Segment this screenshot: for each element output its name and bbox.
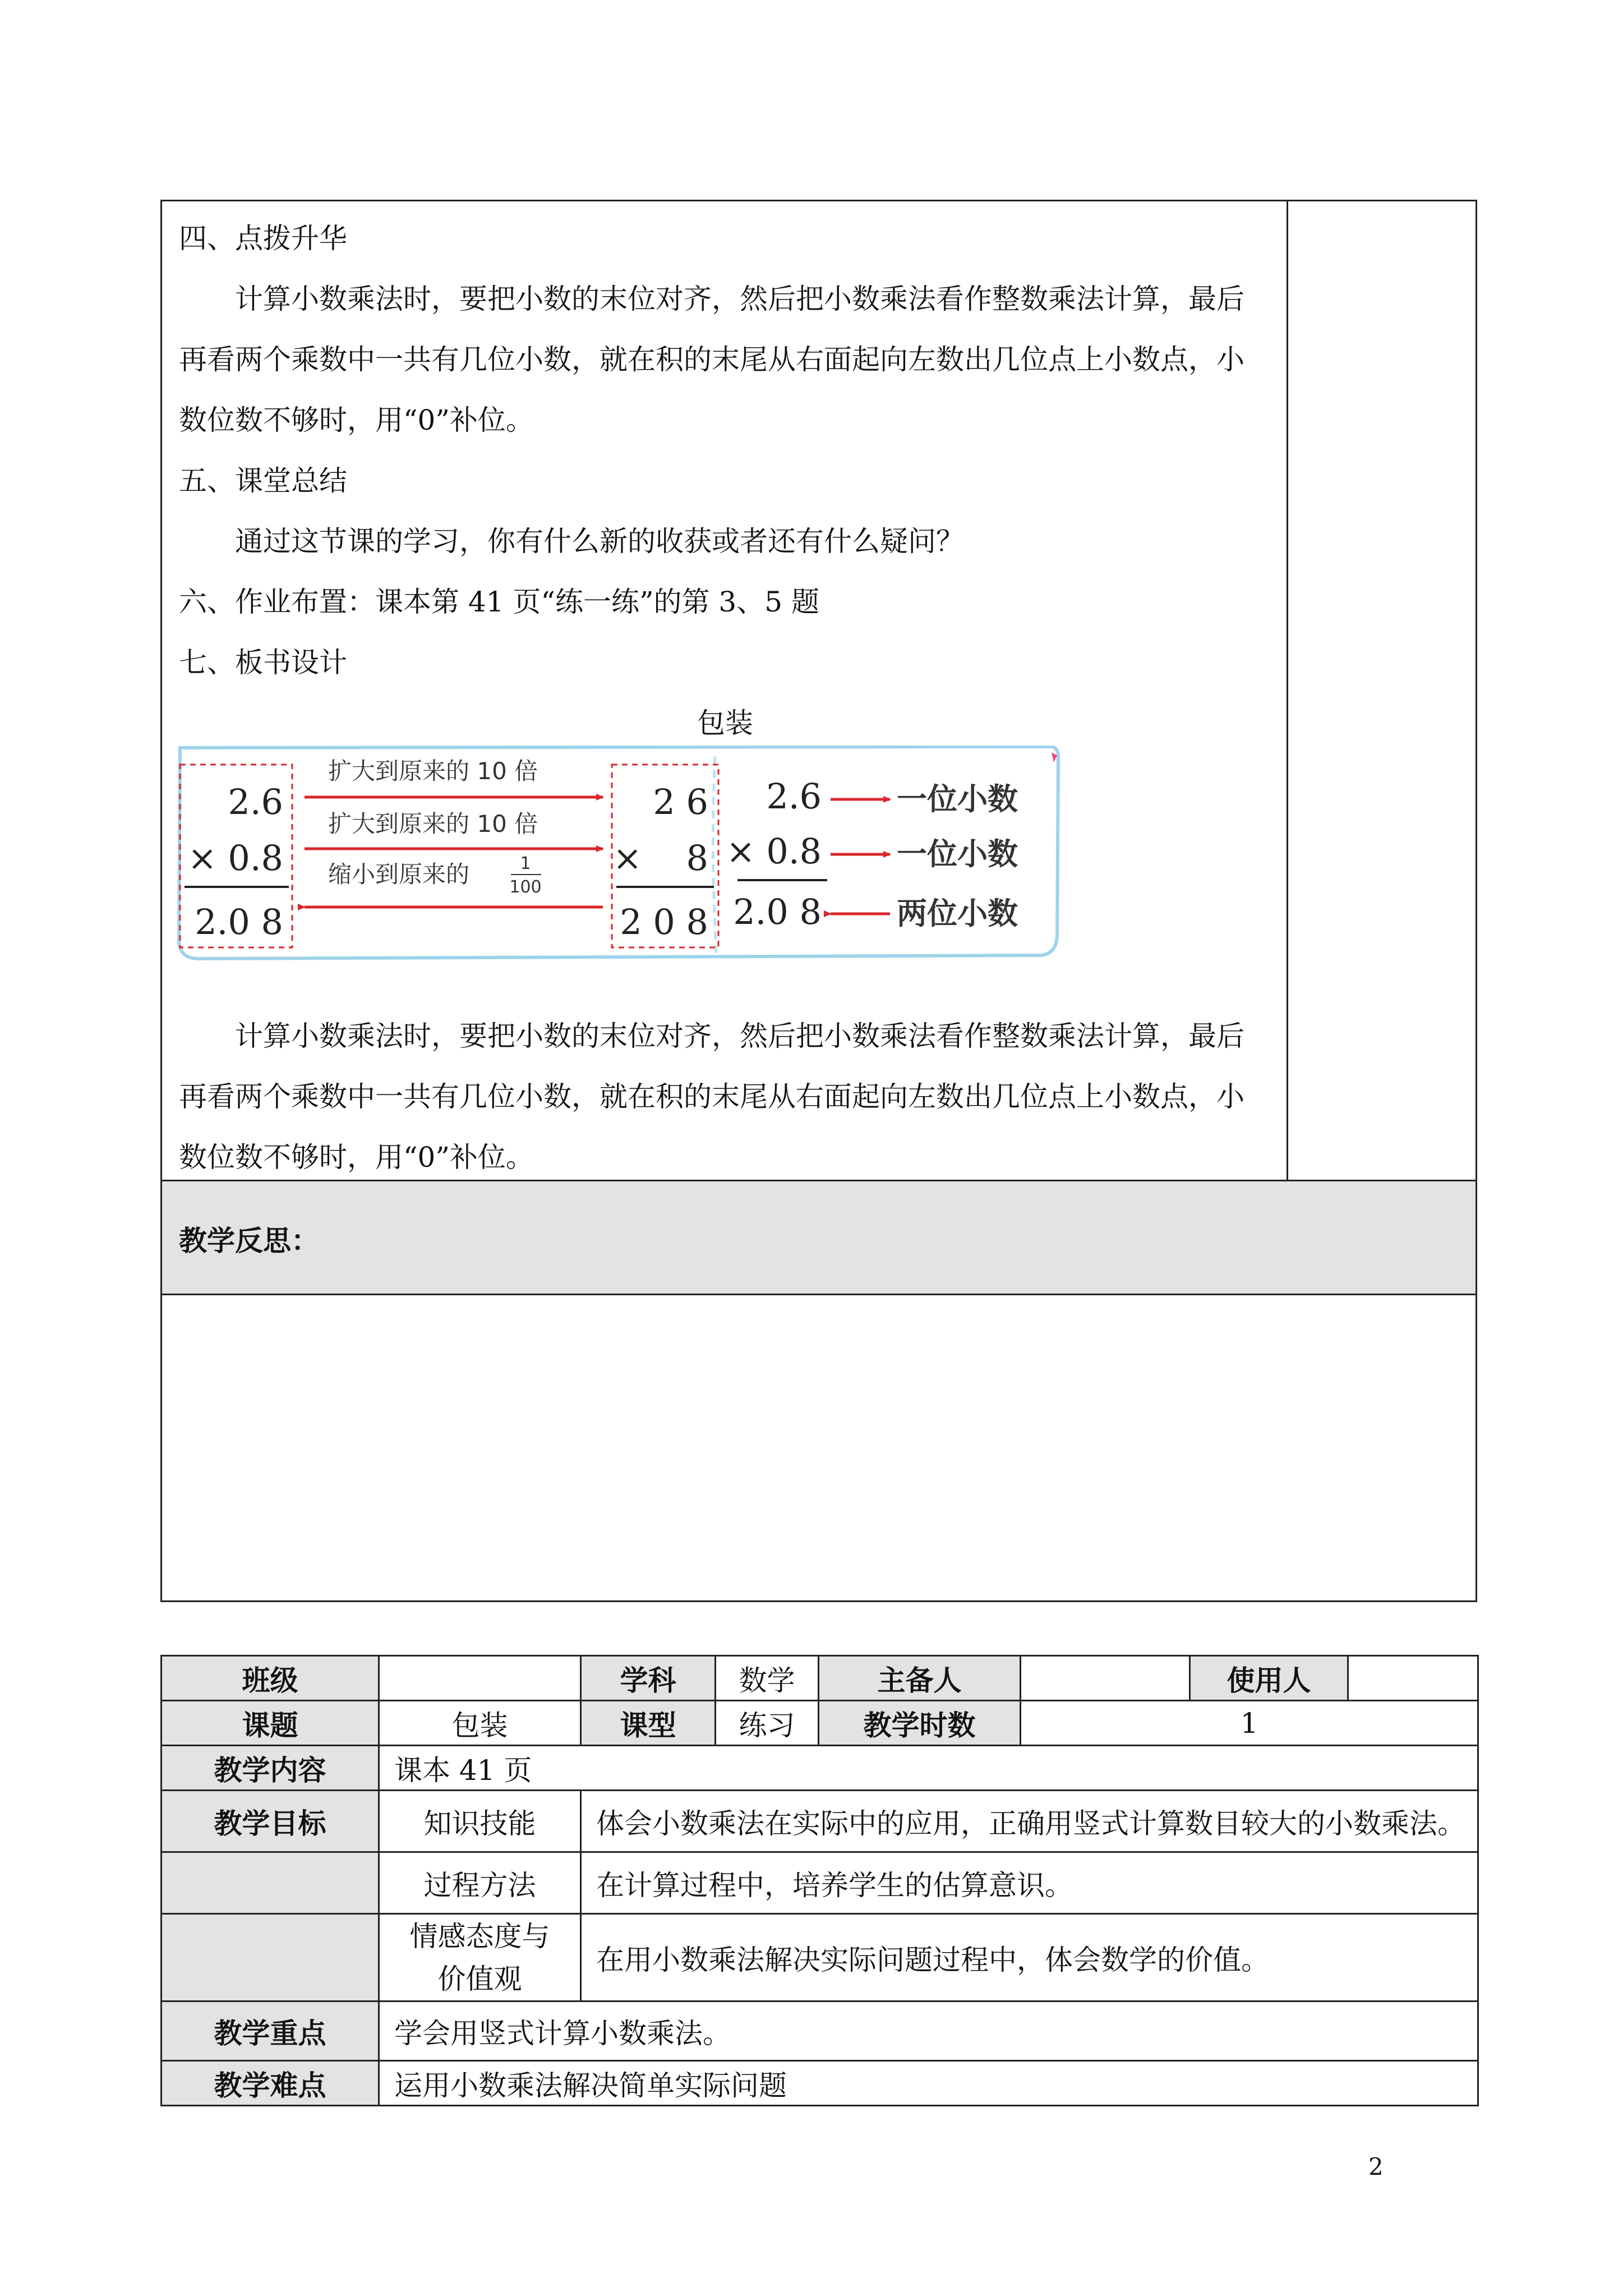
right-label-3: 两位小数 bbox=[897, 896, 1018, 931]
reflection-area bbox=[162, 1295, 1476, 1600]
goal-label: 教学目标 bbox=[162, 1791, 379, 1852]
notes-column bbox=[1288, 201, 1476, 1180]
subject-value: 数学 bbox=[716, 1656, 819, 1701]
section-6-homework: 六、作业布置：课本第 41 页“练一练”的第 3、5 题 bbox=[179, 586, 819, 618]
difficulty-label: 教学难点 bbox=[162, 2061, 379, 2106]
preparer-value bbox=[1021, 1656, 1190, 1701]
goal-2-value: 在计算过程中，培养学生的估算意识。 bbox=[581, 1852, 1478, 1914]
content-value: 课本 41 页 bbox=[379, 1746, 1478, 1791]
class-value bbox=[379, 1656, 581, 1701]
difficulty-value: 运用小数乘法解决简单实际问题 bbox=[379, 2061, 1478, 2106]
summary-para-line: 计算小数乘法时，要把小数的末位对齐，然后把小数乘法看作整数乘法计算，最后 bbox=[235, 1020, 1244, 1052]
board-design-diagram bbox=[177, 746, 1074, 964]
arrow-2-label: 扩大到原来的 10 倍 bbox=[328, 810, 538, 838]
corner-mark bbox=[1052, 752, 1057, 762]
arrow-3-label: 缩小到原来的 bbox=[328, 861, 470, 888]
page-number: 2 bbox=[1368, 2153, 1384, 2180]
goal-blank-3 bbox=[162, 1914, 379, 2001]
user-value bbox=[1348, 1656, 1478, 1701]
goal-1-value: 体会小数乘法在实际中的应用，正确用竖式计算数目较大的小数乘法。 bbox=[581, 1791, 1478, 1852]
board-divider bbox=[713, 757, 716, 953]
section-5-para: 通过这节课的学习，你有什么新的收获或者还有什么疑问？ bbox=[235, 525, 964, 558]
summary-para-line: 数位数不够时，用“0”补位。 bbox=[179, 1141, 534, 1174]
summary-para-line: 再看两个乘数中一共有几位小数，就在积的末尾从右面起向左数出几位点上小数点，小 bbox=[179, 1080, 1244, 1113]
right-mul-number: × 0.8 bbox=[726, 831, 822, 872]
middle-top-number: 2 6 bbox=[653, 781, 708, 822]
reflection-header bbox=[162, 1180, 1476, 1295]
right-result-number: 2.0 8 bbox=[733, 891, 822, 932]
left-top-number: 2.6 bbox=[228, 781, 283, 822]
type-value: 练习 bbox=[716, 1701, 819, 1746]
topic-value: 包装 bbox=[379, 1701, 581, 1746]
key-value: 学会用竖式计算小数乘法。 bbox=[379, 2001, 1478, 2061]
goal-3-value: 在用小数乘法解决实际问题过程中，体会数学的价值。 bbox=[581, 1914, 1478, 2001]
left-result-number: 2.0 8 bbox=[195, 901, 283, 942]
lesson-info-table bbox=[160, 1655, 1479, 2106]
section-4-para-line: 计算小数乘法时，要把小数的末位对齐，然后把小数乘法看作整数乘法计算，最后 bbox=[235, 283, 1244, 315]
goal-3-label-line: 价值观 bbox=[437, 1962, 522, 1995]
goal-blank-2 bbox=[162, 1852, 379, 1914]
preparer-label: 主备人 bbox=[819, 1656, 1021, 1701]
arrow-1-label: 扩大到原来的 10 倍 bbox=[328, 757, 538, 785]
section-5-heading: 五、课堂总结 bbox=[179, 464, 347, 497]
teaching-process-cell bbox=[162, 201, 1288, 1180]
arrow-3-fraction-num: 1 bbox=[520, 854, 531, 873]
right-top-number: 2.6 bbox=[766, 776, 822, 817]
hours-label: 教学时数 bbox=[819, 1701, 1021, 1746]
user-label: 使用人 bbox=[1190, 1656, 1348, 1701]
goal-3-label-line: 情感态度与 bbox=[409, 1920, 550, 1953]
section-7-heading: 七、板书设计 bbox=[179, 646, 347, 679]
key-label: 教学重点 bbox=[162, 2001, 379, 2061]
section-4-heading: 四、点拨升华 bbox=[179, 222, 347, 255]
section-4-para-line: 数位数不够时，用“0”补位。 bbox=[179, 404, 534, 436]
content-label: 教学内容 bbox=[162, 1746, 379, 1791]
subject-label: 学科 bbox=[581, 1656, 716, 1701]
goal-2-label: 过程方法 bbox=[379, 1852, 581, 1914]
reflection-label: 教学反思： bbox=[179, 1225, 319, 1257]
middle-mul-number: × 8 bbox=[612, 838, 708, 878]
class-label: 班级 bbox=[162, 1656, 379, 1701]
hours-value: 1 bbox=[1021, 1701, 1478, 1746]
left-mul-number: × 0.8 bbox=[187, 838, 283, 878]
right-label-2: 一位小数 bbox=[897, 836, 1018, 872]
type-label: 课型 bbox=[581, 1701, 716, 1746]
board-title: 包装 bbox=[697, 707, 753, 739]
arrow-3-fraction-den: 100 bbox=[509, 877, 542, 897]
topic-label: 课题 bbox=[162, 1701, 379, 1746]
middle-result-number: 2 0 8 bbox=[620, 901, 708, 942]
lesson-plan-table bbox=[160, 200, 1477, 1602]
goal-1-label: 知识技能 bbox=[379, 1791, 581, 1852]
section-4-para-line: 再看两个乘数中一共有几位小数，就在积的末尾从右面起向左数出几位点上小数点，小 bbox=[179, 343, 1244, 376]
goal-3-label bbox=[379, 1914, 581, 2001]
right-label-1: 一位小数 bbox=[897, 781, 1018, 817]
